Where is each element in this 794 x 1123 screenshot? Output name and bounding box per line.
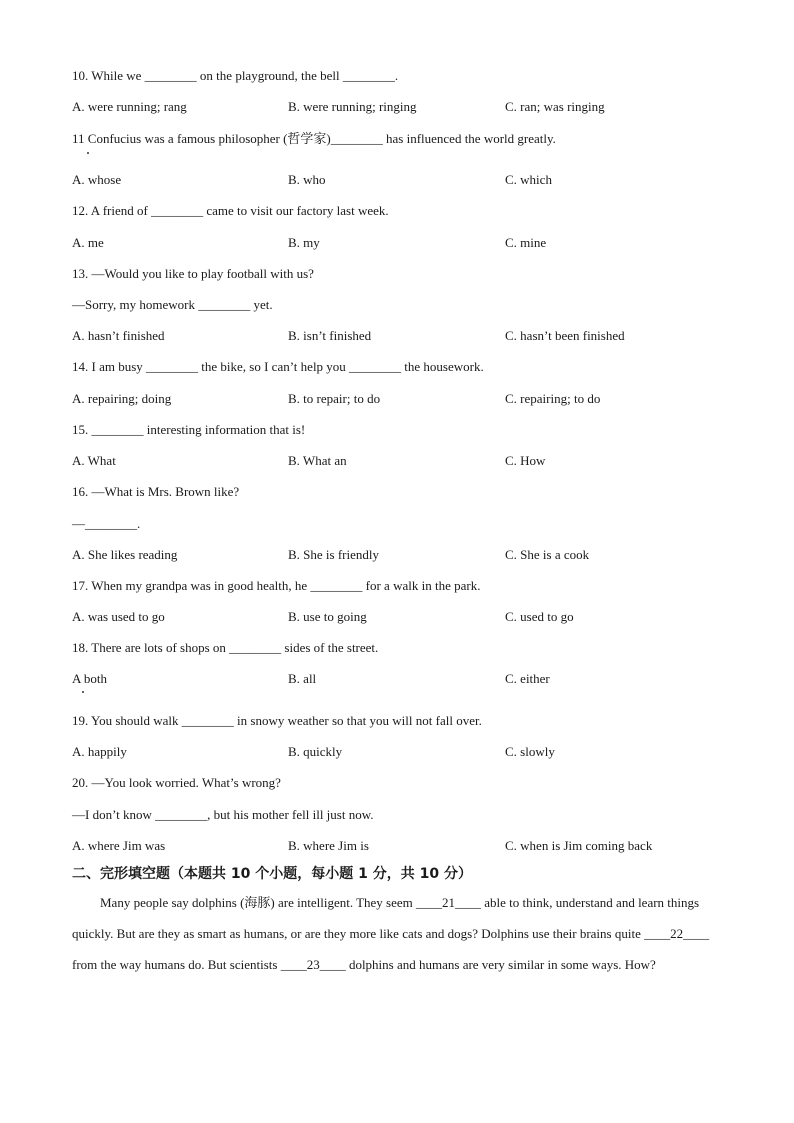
question-17-stem: 17. When my grandpa was in good health, he ________ for a walk in the park. [72,578,481,593]
question-13-options [72,328,752,344]
option-b[interactable]: B. She is friendly [288,547,379,562]
option-c[interactable]: C. slowly [505,744,555,759]
question-13-response: —Sorry, my homework ________ yet. [72,297,273,312]
option-c[interactable]: C. How [505,453,546,468]
question-19-options [72,744,752,760]
option-a[interactable]: A. repairing; doing [72,391,172,406]
stray-dot [87,152,89,154]
option-b[interactable]: B. all [288,671,317,686]
question-13-stem: 13. —Would you like to play football with us? [72,266,314,281]
option-b[interactable]: B. were running; ringing [288,99,417,114]
option-a[interactable]: A. happily [72,744,127,759]
option-a[interactable]: A. She likes reading [72,547,178,562]
option-b[interactable]: B. where Jim is [288,838,369,853]
option-b[interactable]: B. who [288,172,326,187]
option-a[interactable]: A. whose [72,172,122,187]
question-18-stem: 18. There are lots of shops on ________ sides of the street. [72,640,379,655]
option-a[interactable]: A. where Jim was [72,838,166,853]
question-20-options [72,838,752,854]
question-11-stem: 11 Confucius was a famous philosopher (哲学家)________ has influenced the world greatly. [72,131,556,146]
option-c[interactable]: C. repairing; to do [505,391,601,406]
question-18-options [72,671,752,687]
option-b[interactable]: B. to repair; to do [288,391,381,406]
question-12-stem: 12. A friend of ________ came to visit our factory last week. [72,203,389,218]
option-c[interactable]: C. used to go [505,609,574,624]
stray-dot [82,691,84,693]
option-b[interactable]: B. quickly [288,744,343,759]
option-c[interactable]: C. She is a cook [505,547,590,562]
question-15-stem: 15. ________ interesting information that is! [72,422,306,437]
option-a[interactable]: A. me [72,235,104,250]
question-15-options [72,453,752,469]
option-b[interactable]: B. use to going [288,609,367,624]
option-c[interactable]: C. hasn’t been finished [505,328,625,343]
question-11-options [72,172,752,188]
option-a[interactable]: A both [72,671,108,686]
option-a[interactable]: A. were running; rang [72,99,187,114]
option-b[interactable]: B. my [288,235,320,250]
question-16-stem: 16. —What is Mrs. Brown like? [72,484,240,499]
option-c[interactable]: C. when is Jim coming back [505,838,653,853]
question-14-options [72,391,752,407]
question-20-response: —I don’t know ________, but his mother fell ill just now. [72,807,374,822]
option-c[interactable]: C. mine [505,235,547,250]
option-c[interactable]: C. either [505,671,550,686]
question-10-stem: 10. While we ________ on the playground, the bell ________. [72,68,399,83]
option-b[interactable]: B. isn’t finished [288,328,372,343]
option-b[interactable]: B. What an [288,453,347,468]
question-12-options [72,235,752,251]
option-c[interactable]: C. ran; was ringing [505,99,605,114]
question-14-stem: 14. I am busy ________ the bike, so I can’t help you ________ the housework. [72,359,484,374]
option-a[interactable]: A. was used to go [72,609,165,624]
question-16-options [72,547,752,563]
question-16-response: —________. [72,516,141,531]
option-a[interactable]: A. hasn’t finished [72,328,165,343]
question-17-options [72,609,752,625]
cloze-passage: Many people say dolphins (海豚) are intelligent. They seem ____21____ able to think, understand and learn things quickly. But are they as smart as humans, or are they more like cats and dogs? Dolphins use their brains quite ____22____ from the way humans do. But scientists ____23____ dolphins and humans are very similar in some ways. How? [72,895,710,972]
question-10-options [72,99,752,115]
option-c[interactable]: C. which [505,172,552,187]
section-heading: 二、完形填空题（本题共 10 个小题，每小题 1 分，共 10 分） [72,866,472,882]
question-19-stem: 19. You should walk ________ in snowy weather so that you will not fall over. [72,713,482,728]
question-20-stem: 20. —You look worried. What’s wrong? [72,775,281,790]
option-a[interactable]: A. What [72,453,116,468]
